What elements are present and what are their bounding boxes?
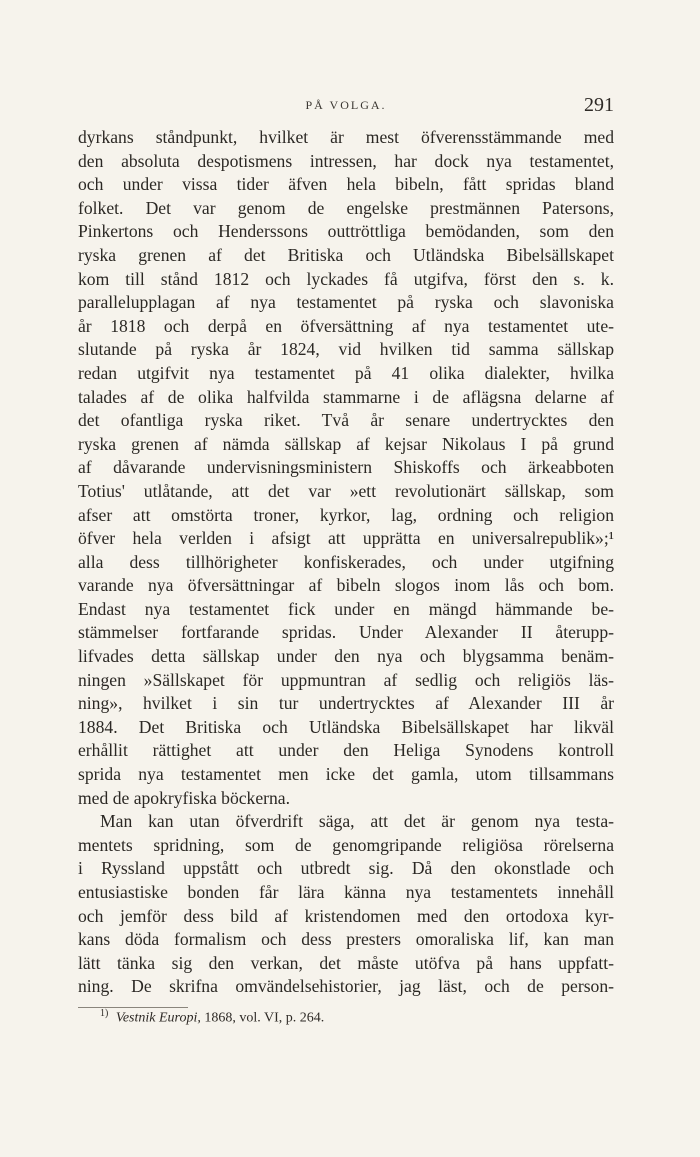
text-line: ryska grenen af nämda sällskap af kejsar Nikolaus I på grund [78, 433, 614, 454]
text-line: ryska grenen af det Britiska och Utländska Bibelsällskapet [78, 244, 614, 265]
footnote [100, 1004, 600, 1029]
footnote-source: Vestnik Europi, [115, 1010, 201, 1026]
text-line: kom till stånd 1812 och lyckades få utgifva, först den s. k. [78, 268, 614, 289]
footnote-details: 1868, vol. VI, p. 264. [204, 1010, 325, 1026]
text-line: alla dess tillhörigheter konfiskerades, och under utgifning [78, 551, 614, 572]
text-line: 1884. Det Britiska och Utländska Bibelsällskapet har likväl [78, 716, 614, 737]
text-line: talades af de olika halfvilda stammarne i de aflägsna delarne af [78, 386, 614, 407]
text-line: ning», hvilket i sin tur undertrycktes af Alexander III år [78, 693, 614, 714]
text-line: Pinkertons och Henderssons outtröttliga bemödanden, som den [78, 221, 614, 242]
text-line: dyrkans ståndpunkt, hvilket är mest öfverensstämmande med [78, 127, 614, 147]
running-title: PÅ VOLGA. [305, 98, 387, 112]
text-line: varande nya öfversättningar af bibeln slogos inom lås och bom. [78, 575, 614, 596]
text-line: lätt tänka sig den verkan, det måste utöfva på hans uppfatt- [78, 952, 614, 973]
paragraph-2 [78, 810, 614, 999]
text-line: och jemför dess bild af kristendomen med den ortodoxa kyr- [78, 905, 614, 926]
paragraph-1 [78, 126, 614, 810]
text-line: af dåvarande undervisningsministern Shiskoffs och ärkeabboten [78, 457, 614, 478]
body-text [78, 126, 614, 999]
text-line: i Ryssland uppstått och utbredt sig. Då den okonstlade och [78, 858, 614, 879]
text-line: parallelupplagan af nya testamentet på ryska och slavoniska [78, 292, 614, 313]
text-line: den absoluta despotismens intressen, har dock nya testamentet, [78, 150, 614, 171]
page-number: 291 [584, 94, 614, 116]
text-line: stämmelser fortfarande spridas. Under Alexander II återupp- [78, 622, 614, 643]
running-head [78, 94, 614, 118]
text-line: öfver hela verlden i afsigt att upprätta en universalrepublik»;¹ [78, 528, 614, 549]
text-line: Endast nya testamentet fick under en mängd hämmande be- [78, 598, 614, 619]
text-line: mentets spridning, som de genomgripande religiösa rörelserna [78, 834, 614, 855]
text-line: Man kan utan öfverdrift säga, att det är genom nya testa- [100, 811, 614, 832]
text-line: kans döda formalism och dess presters omoraliska lif, kan man [78, 929, 614, 950]
text-line: folket. Det var genom de engelske prestmännen Patersons, [78, 197, 614, 218]
text-line: och under vissa tider äfven hela bibeln, fått spridas bland [78, 174, 614, 195]
text-line: afser att omstörta troner, kyrkor, lag, ordning och religion [78, 504, 614, 525]
text-line: ningen »Sällskapet för uppmuntran af sedlig och religiös läs- [78, 669, 614, 690]
footnote-mark: 1) [100, 1008, 109, 1019]
text-line: Totius' utlåtande, att det var »ett revolutionärt sällskap, som [78, 480, 614, 501]
text-line: med de apokryfiska böckerna. [78, 787, 291, 808]
text-line: lifvades detta sällskap under den nya och blygsamma benäm- [78, 646, 614, 667]
text-line: år 1818 och derpå en öfversättning af nya testamentet ute- [78, 315, 614, 336]
text-line: slutande på ryska år 1824, vid hvilken tid samma sällskap [78, 339, 614, 360]
text-line: entusiastiske bonden får lära känna nya testamentets innehåll [78, 882, 614, 902]
text-line: sprida nya testamentet men icke det gamla, utom tillsammans [78, 764, 614, 785]
text-line: redan utgifvit nya testamentet på 41 olika dialekter, hvilka [78, 362, 614, 383]
text-line: ning. De skrifna omvändelsehistorier, jag läst, och de person- [78, 976, 614, 997]
text-line: erhållit rättighet att under den Heliga Synodens kontroll [78, 740, 614, 761]
text-line: det ofantliga ryska riket. Två år senare undertrycktes den [78, 410, 614, 431]
